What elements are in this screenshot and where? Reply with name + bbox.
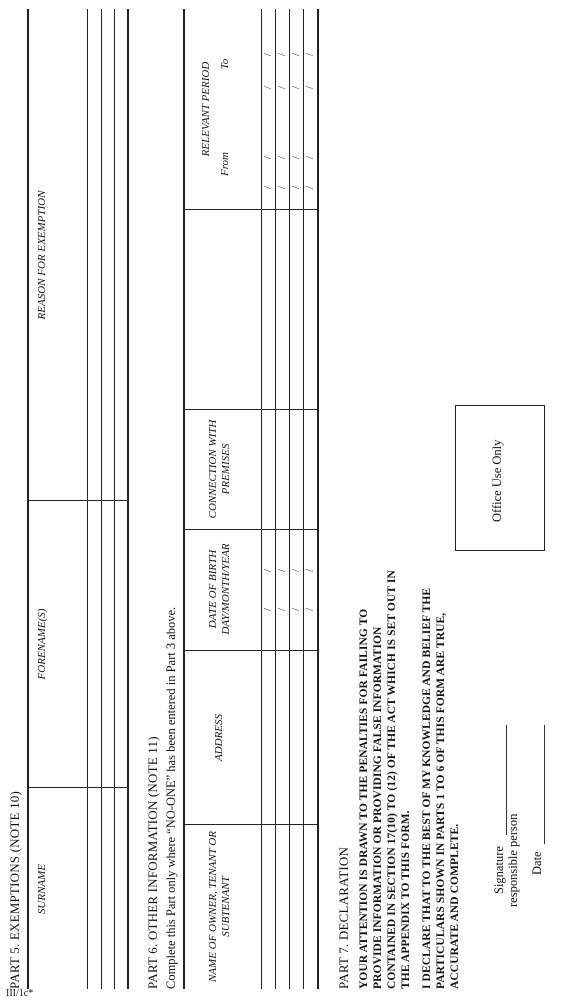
date-slash: /: [290, 155, 302, 159]
date-slash: /: [290, 568, 302, 572]
header-date-of-birth: DATE OF BIRTH DAY/MONTH/YEAR: [207, 543, 232, 635]
office-use-label: Office Use Only: [490, 439, 504, 522]
date-slash: /: [304, 85, 316, 89]
part5-bottom-rule: [127, 9, 129, 989]
date-slash: /: [262, 52, 274, 56]
part5-row-rule: [114, 9, 115, 989]
part6-col-divider: [183, 529, 319, 530]
part6-title: PART 6. OTHER INFORMATION (NOTE 11): [145, 736, 160, 989]
date-slash: /: [290, 607, 302, 611]
date-slash: /: [276, 607, 288, 611]
date-slash: /: [304, 155, 316, 159]
header-address: ADDRESS: [213, 713, 225, 762]
header-from: From: [219, 151, 231, 177]
date-slash: /: [276, 185, 288, 189]
date-slash: /: [304, 568, 316, 572]
date-slash: /: [304, 607, 316, 611]
date-slash: /: [290, 185, 302, 189]
part6-col-divider: [183, 824, 319, 825]
date-slash: /: [290, 52, 302, 56]
date-label: Date: [530, 851, 544, 875]
part6-bottom-rule: [317, 9, 319, 989]
part6-col-divider: [183, 650, 319, 651]
date-line[interactable]: [544, 725, 545, 844]
part6-instruction: Complete this Part only where “NO-ONE” has been entered in Part 3 above.: [164, 606, 178, 989]
date-slash: /: [262, 185, 274, 189]
part5-row-rule: [101, 9, 102, 989]
date-slash: /: [262, 607, 274, 611]
date-slash: /: [304, 52, 316, 56]
declaration-statement: I DECLARE THAT TO THE BEST OF MY KNOWLEDGE AND BELIEF THE PARTICULARS SHOWN IN PARTS 1 TO 6 OF THIS FORM ARE TRUE, ACCURATE AND COMPLETE.: [421, 587, 461, 989]
header-name-of-owner: NAME OF OWNER, TENANT OR SUBTENANT: [207, 830, 232, 983]
part7-title: PART 7. DECLARATION: [336, 846, 351, 989]
part6-col-divider: [183, 209, 319, 210]
date-slash: /: [290, 85, 302, 89]
date-slash: /: [276, 85, 288, 89]
signature-label: Signature: [492, 846, 506, 894]
date-slash: /: [304, 185, 316, 189]
date-slash: /: [262, 85, 274, 89]
header-reason-for-exemption: REASON FOR EXEMPTION: [36, 190, 48, 320]
header-forenames: FORENAME(S): [36, 608, 48, 680]
date-slash: /: [276, 155, 288, 159]
date-slash: /: [276, 568, 288, 572]
office-use-box: [455, 405, 545, 551]
signature-sublabel: responsible person: [506, 813, 520, 907]
part5-header-rule: [87, 9, 88, 989]
header-to: To: [219, 58, 231, 70]
penalty-warning: YOUR ATTENTION IS DRAWN TO THE PENALTIES FOR FAILING TO PROVIDE INFORMATION OR PROVIDING FALSE INFORMATION CONTAINED IN SECTION 17(10) TO (12) OF THE ACT WHICH IS SET OUT IN THE APPENDIX TO THIS FORM.: [358, 570, 412, 989]
part6-top-rule: [183, 9, 185, 989]
part6-col-divider: [183, 409, 319, 410]
part5-top-rule: [27, 9, 29, 989]
part5-col-divider: [27, 787, 129, 788]
part5-title: PART 5. EXEMPTIONS (NOTE 10): [7, 790, 22, 989]
form-reference: III/1c*: [6, 988, 34, 999]
header-surname: SURNAME: [36, 863, 48, 915]
date-slash: /: [262, 568, 274, 572]
header-relevant-period-title: RELEVANT PERIOD: [200, 61, 212, 157]
header-connection: CONNECTION WITH PREMISES: [207, 419, 232, 519]
date-slash: /: [262, 155, 274, 159]
date-slash: /: [276, 52, 288, 56]
